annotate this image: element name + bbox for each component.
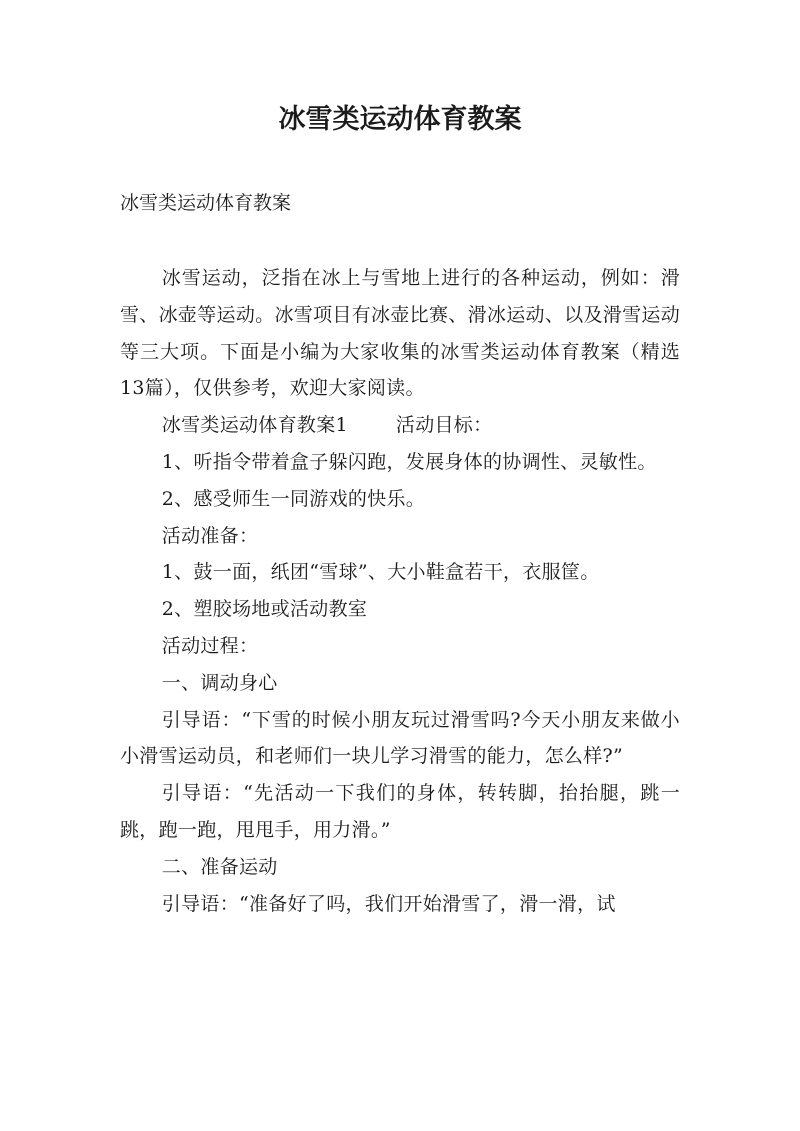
intro-paragraph: 冰雪运动，泛指在冰上与雪地上进行的各种运动，例如：滑雪、冰壶等运动。冰雪项目有冰壶比赛、滑冰运动、以及滑雪运动等三大项。下面是小编为大家收集的冰雪类运动体育教案（精选13篇），仅供参考，欢迎大家阅读。: [120, 267, 680, 400]
guide-speech-1: 引导语：“下雪的时候小朋友玩过滑雪吗?今天小朋友来做小小滑雪运动员，和老师们一块儿学习滑雪的能力，怎么样?”: [120, 708, 680, 768]
process-label: 活动过程：: [161, 634, 259, 657]
goal-item-1: 1、听指令带着盒子躲闪跑，发展身体的协调性、灵敏性。: [161, 450, 657, 473]
section-heading-line: [120, 407, 680, 444]
step-1-heading: 一、调动身心: [161, 671, 278, 694]
guide-speech-3: 引导语：“准备好了吗，我们开始滑雪了，滑一滑，试: [161, 892, 616, 915]
step-2-heading: 二、准备运动: [161, 855, 278, 878]
preparation-item-1: 1、鼓一面，纸团“雪球”、大小鞋盒若干，衣服筐。: [161, 561, 600, 584]
preparation-item-2: 2、塑胶场地或活动教室: [161, 598, 368, 621]
goal-item-2: 2、感受师生一同游戏的快乐。: [161, 487, 426, 510]
section-heading: 冰雪类运动体育教案1: [161, 414, 348, 437]
section-goal-label: 活动目标：: [395, 414, 493, 437]
document-title: 冰雪类运动体育教案: [278, 104, 522, 135]
guide-speech-2: 引导语：“先活动一下我们的身体，转转脚，抬抬腿，跳一跳，跑一跑，甩甩手，用力滑。”: [120, 782, 680, 841]
preparation-label: 活动准备：: [161, 524, 259, 547]
document-subtitle: 冰雪类运动体育教案: [120, 192, 292, 214]
document-body: [120, 260, 680, 922]
